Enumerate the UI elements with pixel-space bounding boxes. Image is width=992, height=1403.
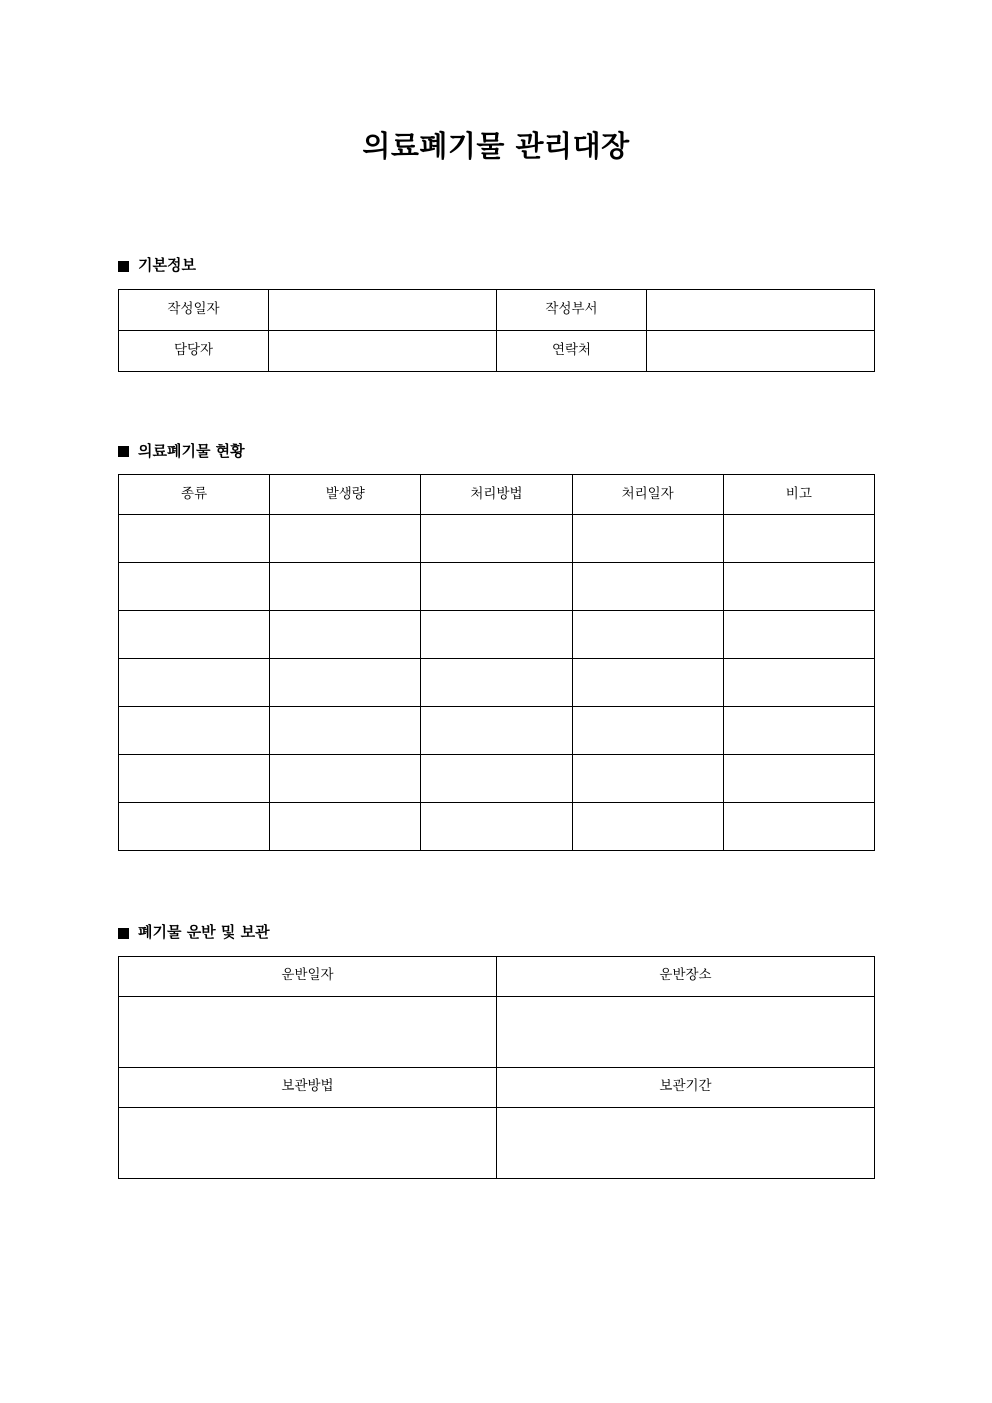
table-row [119,996,875,1067]
cell-amount[interactable] [270,659,421,707]
cell-treatment-method[interactable] [421,563,572,611]
section-transport-storage-label: 폐기물 운반 및 보관 [138,923,270,942]
section-basic-info-label: 기본정보 [138,256,196,275]
table-row [119,563,875,611]
table-row [119,289,875,330]
section-waste-status-heading [118,442,874,462]
field-transport-place[interactable] [497,996,875,1067]
field-person-in-charge[interactable] [269,330,497,371]
square-bullet-icon [118,446,129,457]
cell-treatment-method[interactable] [421,659,572,707]
table-row [119,515,875,563]
transport-storage-table [118,956,875,1179]
table-row [119,803,875,851]
page-title: 의료폐기물 관리대장 [362,129,630,163]
label-contact: 연락처 [497,330,647,371]
column-header-treatment-date: 처리일자 [572,475,723,515]
cell-treatment-date[interactable] [572,803,723,851]
table-row [119,755,875,803]
cell-type[interactable] [119,707,270,755]
column-header-type: 종류 [119,475,270,515]
table-row [119,659,875,707]
waste-status-table [118,474,875,851]
basic-info-table [118,289,875,372]
label-transport-place: 운반장소 [497,956,875,996]
section-basic-info-heading [118,256,874,276]
cell-remarks[interactable] [723,563,874,611]
field-transport-date[interactable] [119,996,497,1067]
cell-type[interactable] [119,803,270,851]
cell-remarks[interactable] [723,659,874,707]
cell-remarks[interactable] [723,707,874,755]
label-creation-date: 작성일자 [119,289,269,330]
field-creation-date[interactable] [269,289,497,330]
cell-amount[interactable] [270,707,421,755]
cell-amount[interactable] [270,563,421,611]
label-storage-method: 보관방법 [119,1067,497,1107]
label-transport-date: 운반일자 [119,956,497,996]
square-bullet-icon [118,928,129,939]
cell-treatment-method[interactable] [421,515,572,563]
section-transport-storage-heading [118,923,874,943]
table-header-row [119,956,875,996]
label-person-in-charge: 담당자 [119,330,269,371]
field-contact[interactable] [647,330,875,371]
column-header-amount: 발생량 [270,475,421,515]
table-row [119,611,875,659]
field-storage-period[interactable] [497,1107,875,1178]
table-row [119,707,875,755]
cell-treatment-method[interactable] [421,611,572,659]
cell-type[interactable] [119,659,270,707]
cell-treatment-date[interactable] [572,515,723,563]
column-header-remarks: 비고 [723,475,874,515]
table-row [119,1107,875,1178]
label-storage-period: 보관기간 [497,1067,875,1107]
cell-remarks[interactable] [723,611,874,659]
cell-treatment-date[interactable] [572,563,723,611]
cell-treatment-date[interactable] [572,659,723,707]
cell-remarks[interactable] [723,515,874,563]
cell-type[interactable] [119,755,270,803]
cell-remarks[interactable] [723,803,874,851]
cell-treatment-date[interactable] [572,611,723,659]
cell-type[interactable] [119,515,270,563]
cell-treatment-method[interactable] [421,755,572,803]
section-waste-status-label: 의료폐기물 현황 [138,441,245,460]
cell-treatment-method[interactable] [421,803,572,851]
label-creation-department: 작성부서 [497,289,647,330]
section-waste-status [118,442,874,852]
cell-amount[interactable] [270,611,421,659]
square-bullet-icon [118,261,129,272]
cell-treatment-date[interactable] [572,755,723,803]
cell-amount[interactable] [270,515,421,563]
cell-treatment-date[interactable] [572,707,723,755]
section-transport-storage [118,923,874,1179]
table-header-row [119,475,875,515]
field-creation-department[interactable] [647,289,875,330]
table-header-row [119,1067,875,1107]
column-header-treatment-method: 처리방법 [421,475,572,515]
cell-amount[interactable] [270,803,421,851]
cell-remarks[interactable] [723,755,874,803]
field-storage-method[interactable] [119,1107,497,1178]
table-row [119,330,875,371]
section-basic-info [118,256,874,372]
cell-treatment-method[interactable] [421,707,572,755]
cell-type[interactable] [119,563,270,611]
cell-amount[interactable] [270,755,421,803]
cell-type[interactable] [119,611,270,659]
